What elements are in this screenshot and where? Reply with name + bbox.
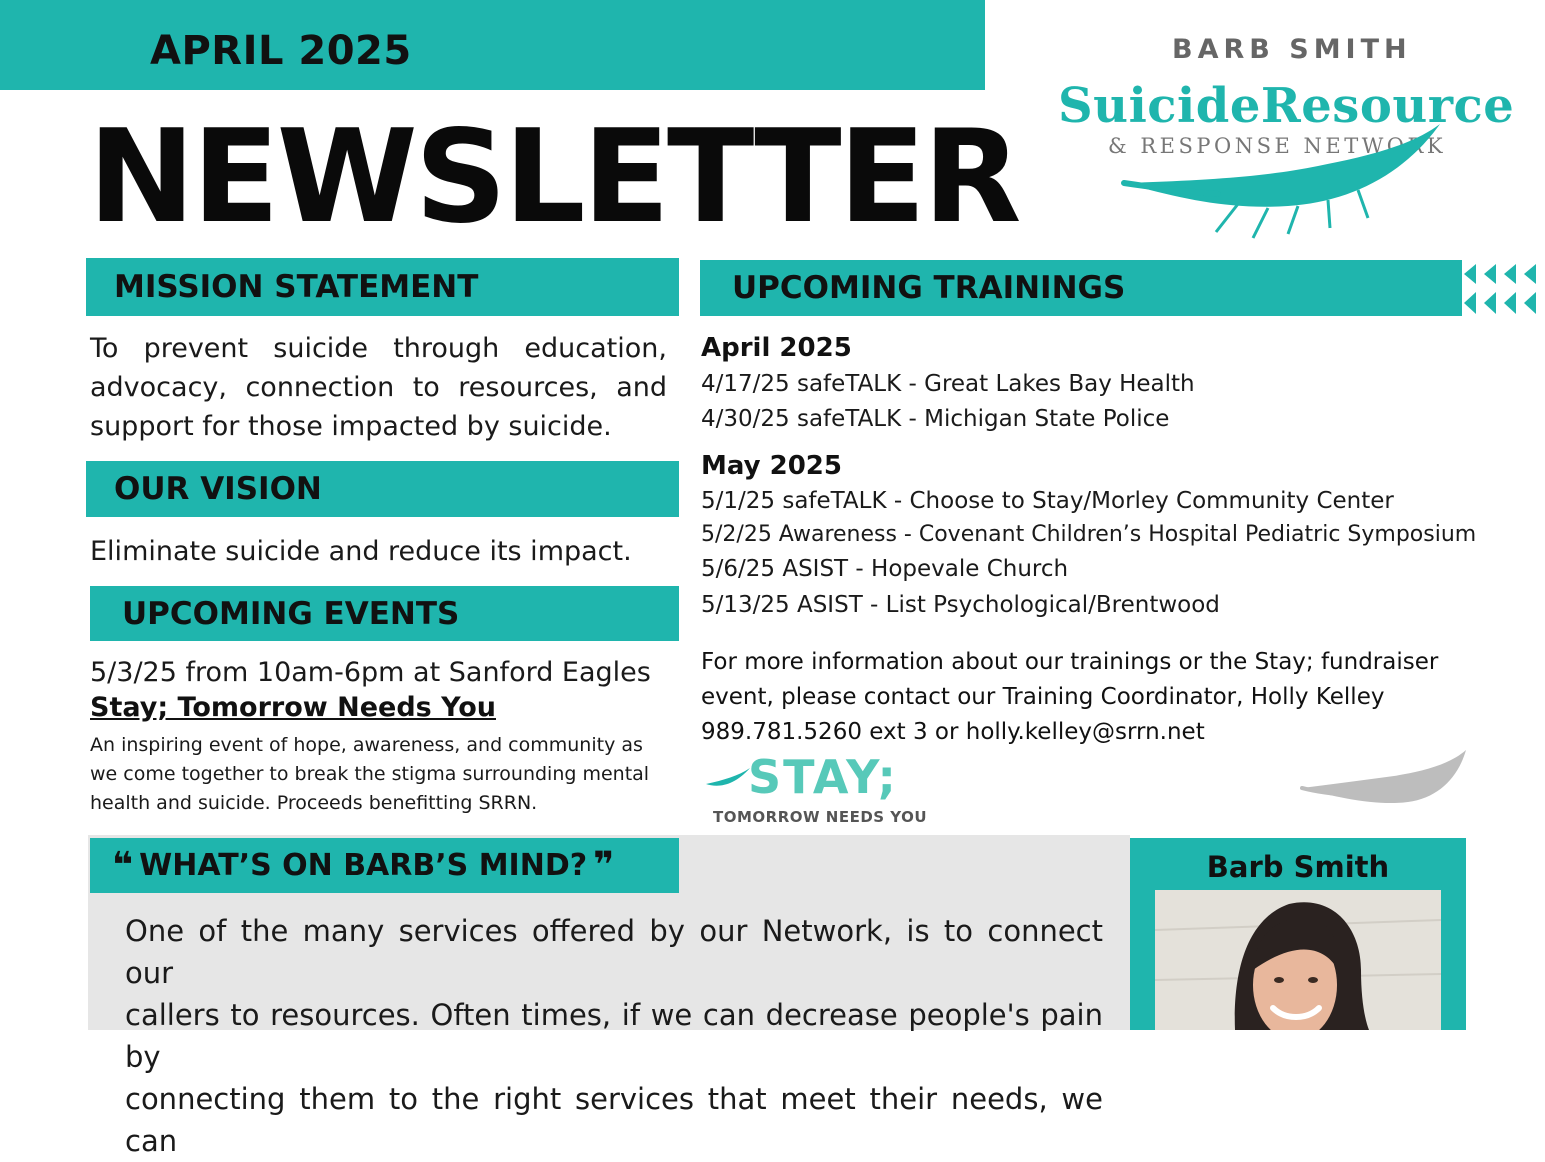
trainings-heading: UPCOMING TRAININGS	[700, 260, 1462, 316]
open-quote-icon: ❝	[112, 845, 134, 886]
barbs-mind-line: connecting them to the right services that meet their needs, we can	[125, 1082, 1103, 1158]
newsletter-month: APRIL 2025	[150, 28, 412, 74]
newsletter-title: NEWSLETTER	[88, 103, 1019, 252]
barbs-mind-heading-bar	[90, 838, 679, 893]
stay-logo-text: STAY;	[748, 750, 898, 804]
event-title-link[interactable]: Stay; Tomorrow Needs You	[90, 692, 496, 723]
logo-top-text: BARB SMITH	[1172, 34, 1412, 65]
vision-text: Eliminate suicide and reduce its impact.	[90, 536, 632, 567]
logo-main-text: SuicideResource	[1058, 78, 1515, 134]
logo-sub-text: & RESPONSE NETWORK	[1108, 134, 1447, 158]
person-photo-icon	[1155, 890, 1441, 1030]
barbs-mind-text	[125, 910, 1103, 1162]
contact-line: event, please contact our Training Coordinator, Holly Kelley	[701, 684, 1385, 710]
barbs-mind-heading: WHAT’S ON BARB’S MIND?	[139, 848, 588, 883]
training-item: 5/13/25 ASIST - List Psychological/Brentwood	[701, 592, 1220, 618]
barbs-mind-line: One of the many services offered by our Network, is to connect our	[125, 914, 1103, 990]
training-item: 5/6/25 ASIST - Hopevale Church	[701, 556, 1069, 582]
profile-photo	[1155, 890, 1441, 1030]
events-heading: UPCOMING EVENTS	[90, 586, 679, 641]
mission-line: advocacy, connection to resources, and	[90, 372, 667, 403]
barbs-mind-line: callers to resources. Often times, if we can decrease people's pain by	[125, 998, 1103, 1074]
may-heading: May 2025	[701, 451, 842, 481]
training-item: 4/30/25 safeTALK - Michigan State Police	[701, 406, 1170, 432]
mission-text	[90, 329, 667, 446]
stay-logo-subtext: TOMORROW NEEDS YOU	[713, 808, 928, 826]
event-description-line: we come together to break the stigma surrounding mental	[90, 763, 650, 785]
mission-heading: MISSION STATEMENT	[86, 258, 679, 316]
event-description-line: An inspiring event of hope, awareness, and community as	[90, 734, 643, 756]
training-item: 4/17/25 safeTALK - Great Lakes Bay Health	[701, 371, 1195, 397]
feather-icon	[1118, 118, 1448, 243]
mission-line: support for those impacted by suicide.	[90, 411, 612, 442]
vision-heading: OUR VISION	[86, 461, 679, 517]
contact-line[interactable]: 989.781.5260 ext 3 or holly.kelley@srrn.net	[701, 719, 1205, 745]
april-heading: April 2025	[701, 333, 852, 363]
gray-feather-icon	[1298, 748, 1468, 814]
event-description-line: health and suicide. Proceeds benefitting SRRN.	[90, 792, 538, 814]
trainings-contact	[701, 645, 1438, 750]
event-description	[90, 731, 649, 818]
profile-name: Barb Smith	[1206, 850, 1390, 884]
event-date-line: 5/3/25 from 10am-6pm at Sanford Eagles	[90, 657, 651, 688]
header-bar	[0, 0, 985, 90]
mission-line: To prevent suicide through education,	[90, 333, 667, 364]
arrows-decoration-icon	[1462, 262, 1544, 316]
close-quote-icon: ❞	[593, 845, 615, 886]
training-item: 5/2/25 Awareness - Covenant Children’s Hospital Pediatric Symposium	[701, 522, 1477, 547]
training-item: 5/1/25 safeTALK - Choose to Stay/Morley Community Center	[701, 488, 1394, 514]
contact-line: For more information about our trainings or the Stay; fundraiser	[701, 649, 1439, 675]
stay-logo-feather-icon	[704, 762, 752, 792]
